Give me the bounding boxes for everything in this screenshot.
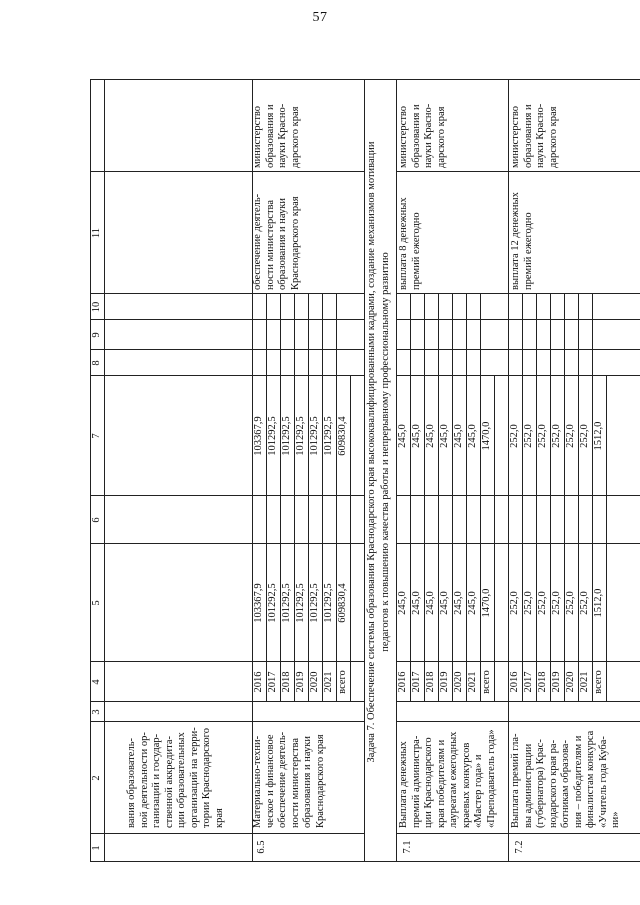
row-6-5-regional-3: 101292,5 — [295, 416, 306, 456]
continuation-name: вания образователь- ной деятельности ор- ганизаций и государ- ственной аккредита- ции образовательных организаций на терри- тории Краснодарского края — [126, 727, 225, 828]
grid-line — [606, 376, 607, 702]
column-number-1: 1 — [91, 845, 102, 851]
grid-line — [104, 319, 364, 320]
grid-line — [104, 861, 364, 862]
column-number-5: 5 — [91, 600, 102, 606]
row-7-1-regional-6: 1470,0 — [481, 421, 492, 451]
column-number-8: 8 — [91, 360, 102, 366]
row-7-2-result: выплата 12 денежных премий ежегодно — [510, 192, 534, 290]
grid-line — [550, 294, 551, 376]
budget-table — [90, 42, 621, 862]
row-7-1-total-4: 245,0 — [453, 591, 464, 615]
row-6-5-regional-1: 101292,5 — [267, 416, 278, 456]
page-number: 57 — [312, 10, 328, 25]
column-number-10: 10 — [91, 301, 102, 313]
row-7-2-number: 7.2 — [514, 840, 525, 854]
grid-line — [424, 294, 425, 376]
row-6-5-total-6: 609830,4 — [337, 583, 348, 623]
grid-line — [294, 294, 295, 376]
row-7-1-year-3: 2019 — [439, 671, 450, 693]
row-7-2-regional-0: 252,0 — [509, 424, 520, 448]
row-7-2-year-2: 2018 — [537, 671, 548, 693]
row-6-5-name: Материально-техни- ческое и финансовое обеспечение деятель- ности министерства образования и науки Краснодарского края — [252, 731, 326, 828]
row-7-1-regional-1: 245,0 — [411, 424, 422, 448]
row-6-5-regional-5: 101292,5 — [323, 416, 334, 456]
grid-line — [266, 294, 267, 376]
grid-line — [480, 294, 481, 376]
row-7-2-total-6: 1512,0 — [593, 588, 604, 618]
grid-line — [104, 833, 364, 834]
row-6-5-number: 6.5 — [256, 840, 267, 854]
row-7-1-result: выплата 8 денежных премий ежегодно — [398, 197, 422, 290]
row-6-5-year-6: всего — [337, 670, 348, 694]
grid-line — [90, 79, 104, 80]
task-7-line-1: Задача 7. Обеспечение системы образования Краснодарского края высококвалифицированными кадрами, создание механизмов мотивации — [366, 141, 377, 763]
row-7-2-year-3: 2019 — [551, 671, 562, 693]
row-7-1-year-1: 2017 — [411, 671, 422, 693]
row-7-2-total-0: 252,0 — [509, 591, 520, 615]
row-6-5-regional-4: 101292,5 — [309, 416, 320, 456]
row-6-5-year-5: 2021 — [323, 671, 334, 693]
row-7-2-year-6: всего — [593, 670, 604, 694]
row-7-2-total-1: 252,0 — [523, 591, 534, 615]
row-6-5-result: обеспечение деятель- ности министерства образования и науки Краснодарского края — [252, 193, 301, 290]
grid-line — [578, 294, 579, 376]
row-6-5-total-2: 101292,5 — [281, 583, 292, 623]
row-6-5-year-1: 2017 — [267, 671, 278, 693]
row-7-1-total-0: 245,0 — [397, 591, 408, 615]
row-7-2-regional-5: 252,0 — [579, 424, 590, 448]
row-7-1-year-5: 2021 — [467, 671, 478, 693]
grid-line — [280, 294, 281, 376]
row-7-2-year-5: 2021 — [579, 671, 590, 693]
row-7-1-executor: министерство образования и науки Красно- дарского края — [398, 103, 447, 168]
row-7-2-year-0: 2016 — [509, 671, 520, 693]
row-6-5-total-4: 101292,5 — [309, 583, 320, 623]
row-7-2-total-4: 252,0 — [565, 591, 576, 615]
row-7-1-total-3: 245,0 — [439, 591, 450, 615]
column-number-3: 3 — [91, 709, 102, 715]
row-7-2-name: Выплата премий гла- вы администрации (губернатора) Крас- нодарского края ра- ботникам образова- ния – победителям и финалистам конкурса «Учитель года Куба- ни» — [510, 730, 621, 828]
grid-line — [410, 294, 411, 376]
column-number-6: 6 — [91, 517, 102, 523]
row-7-2-regional-6: 1512,0 — [593, 421, 604, 451]
row-6-5-year-3: 2019 — [295, 671, 306, 693]
row-7-2-total-3: 252,0 — [551, 591, 562, 615]
row-6-5-year-2: 2018 — [281, 671, 292, 693]
row-6-5-regional-0: 103367,9 — [253, 416, 264, 456]
grid-line — [536, 294, 537, 376]
row-7-1-year-0: 2016 — [397, 671, 408, 693]
row-7-1-year-2: 2018 — [425, 671, 436, 693]
row-6-5-total-5: 101292,5 — [323, 583, 334, 623]
grid-line — [308, 294, 309, 376]
grid-line — [466, 294, 467, 376]
row-7-2-regional-2: 252,0 — [537, 424, 548, 448]
row-6-5-total-3: 101292,5 — [295, 583, 306, 623]
grid-line — [494, 376, 495, 702]
grid-line — [452, 294, 453, 376]
row-7-1-total-1: 245,0 — [411, 591, 422, 615]
row-6-5-year-0: 2016 — [253, 671, 264, 693]
row-7-2-regional-3: 252,0 — [551, 424, 562, 448]
row-7-2-regional-1: 252,0 — [523, 424, 534, 448]
row-7-1-regional-5: 245,0 — [467, 424, 478, 448]
grid-line — [522, 294, 523, 376]
grid-line — [364, 80, 365, 862]
row-7-1-regional-2: 245,0 — [425, 424, 436, 448]
row-7-2-year-4: 2020 — [565, 671, 576, 693]
row-7-1-total-6: 1470,0 — [481, 588, 492, 618]
column-number-11: 11 — [91, 227, 102, 239]
grid-line — [564, 294, 565, 376]
column-number-9: 9 — [91, 332, 102, 338]
row-7-1-year-4: 2020 — [453, 671, 464, 693]
row-7-1-name: Выплата денежных премий администра- ции Краснодарского края победителям и лауреатам ежегодных краевых конкурсов «Мастер года» и «Преподаватель года» — [398, 729, 497, 828]
row-7-1-total-2: 245,0 — [425, 591, 436, 615]
row-6-5-regional-2: 101292,5 — [281, 416, 292, 456]
column-number-2: 2 — [91, 775, 102, 781]
row-6-5-total-1: 101292,5 — [267, 583, 278, 623]
grid-line — [322, 294, 323, 376]
row-6-5-total-0: 103367,9 — [253, 583, 264, 623]
row-7-2-total-5: 252,0 — [579, 591, 590, 615]
grid-line — [396, 861, 640, 862]
grid-line — [104, 349, 364, 350]
row-7-2-year-1: 2017 — [523, 671, 534, 693]
grid-line — [104, 80, 105, 862]
row-7-2-regional-4: 252,0 — [565, 424, 576, 448]
row-6-5-executor: министерство образования и науки Красно- дарского края — [252, 103, 301, 168]
column-number-4: 4 — [91, 679, 102, 685]
row-7-2-executor: министерство образования и науки Красно- дарского края — [510, 103, 559, 168]
row-7-2-total-2: 252,0 — [537, 591, 548, 615]
grid-line — [396, 319, 640, 320]
grid-line — [350, 376, 351, 702]
row-7-1-regional-3: 245,0 — [439, 424, 450, 448]
column-number-7: 7 — [91, 433, 102, 439]
row-7-1-regional-4: 245,0 — [453, 424, 464, 448]
row-6-5-year-4: 2020 — [309, 671, 320, 693]
row-7-1-number: 7.1 — [402, 840, 413, 854]
row-6-5-regional-6: 609830,4 — [337, 416, 348, 456]
task-7-line-2: педагогов к повышению качества работы и непрерывному профессиональному развитию — [380, 252, 391, 652]
row-7-1-year-6: всего — [481, 670, 492, 694]
grid-line — [592, 294, 593, 376]
grid-line — [396, 349, 640, 350]
grid-line — [438, 294, 439, 376]
grid-line — [336, 294, 337, 376]
row-7-1-regional-0: 245,0 — [397, 424, 408, 448]
row-7-1-total-5: 245,0 — [467, 591, 478, 615]
